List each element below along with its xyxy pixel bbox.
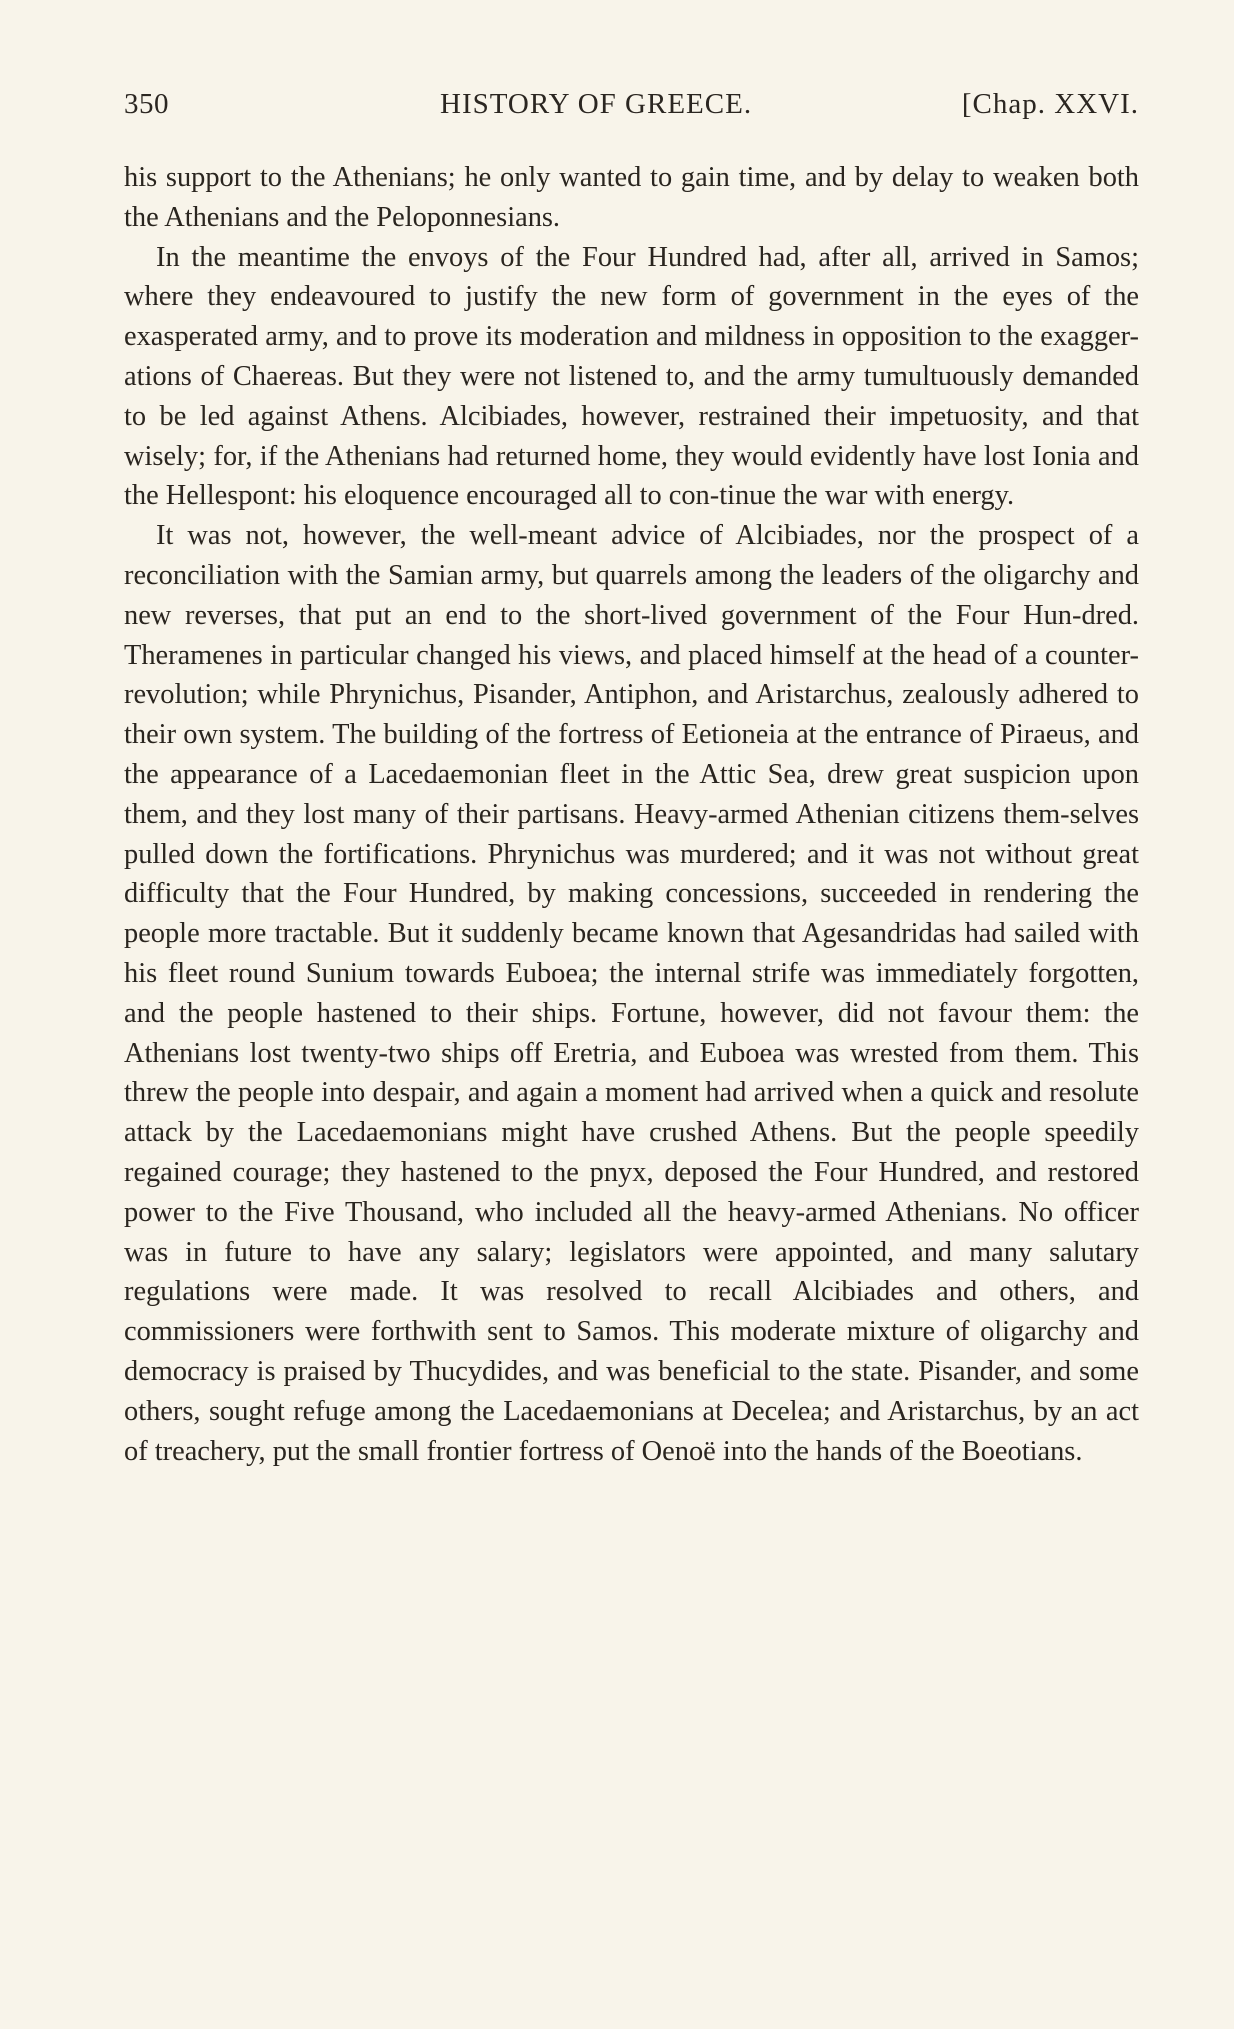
running-header [124, 88, 1139, 138]
page-number: 350 [124, 88, 169, 120]
chapter-label: [Chap. XXVI. [961, 88, 1139, 120]
paragraph: It was not, however, the well-meant advice of Alcibiades, nor the prospect of a reconciliation with the Samian army, but quarrels among the leaders of the oligarchy and new reverses, that put an end to the short-lived government of the Four Hun-dred. Theramenes in particular changed his views, and placed himself at the head of a counter-revolution; while Phrynichus, Pisander, Antiphon, and Aristarchus, zealously adhered to their own system. The building of the fortress of Eetioneia at the entrance of Piraeus, and the appearance of a Lacedaemonian fleet in the Attic Sea, drew great suspicion upon them, and they lost many of their partisans. Heavy-armed Athenian citizens them-selves pulled down the fortifications. Phrynichus was murdered; and it was not without great difficulty that the Four Hundred, by making concessions, succeeded in rendering the people more tractable. But it suddenly became known that Agesandridas had sailed with his fleet round Sunium towards Euboea; the internal strife was immediately forgotten, and the people hastened to their ships. Fortune, however, did not favour them: the Athenians lost twenty-two ships off Eretria, and Euboea was wrested from them. This threw the people into despair, and again a moment had arrived when a quick and resolute attack by the Lacedaemonians might have crushed Athens. But the people speedily regained courage; they hastened to the pnyx, deposed the Four Hundred, and restored power to the Five Thousand, who included all the heavy-armed Athenians. No officer was in future to have any salary; legislators were appointed, and many salutary regulations were made. It was resolved to recall Alcibiades and others, and commissioners were forthwith sent to Samos. This moderate mixture of oligarchy and democracy is praised by Thucydides, and was beneficial to the state. Pisander, and some others, sought refuge among the Lacedaemonians at Decelea; and Aristarchus, by an act of treachery, put the small frontier fortress of Oenoë into the hands of the Boeotians. [124, 520, 1139, 1467]
running-title: HISTORY OF GREECE. [440, 88, 753, 120]
paragraph: his support to the Athenians; he only wanted to gain time, and by delay to weaken both the Athenians and the Peloponnesians. [124, 162, 1139, 233]
paragraph: In the meantime the envoys of the Four Hundred had, after all, arrived in Samos; where they endeavoured to justify the new form of government in the eyes of the exasperated army, and to prove its moderation and mildness in opposition to the exagger-ations of Chaereas. But they were not listened to, and the army tumultuously demanded to be led against Athens. Alcibiades, however, restrained their impetuosity, and that wisely; for, if the Athenians had returned home, they would evidently have lost Ionia and the Hellespont: his eloquence encouraged all to con-tinue the war with energy. [124, 241, 1139, 512]
body-text [124, 158, 1139, 1471]
